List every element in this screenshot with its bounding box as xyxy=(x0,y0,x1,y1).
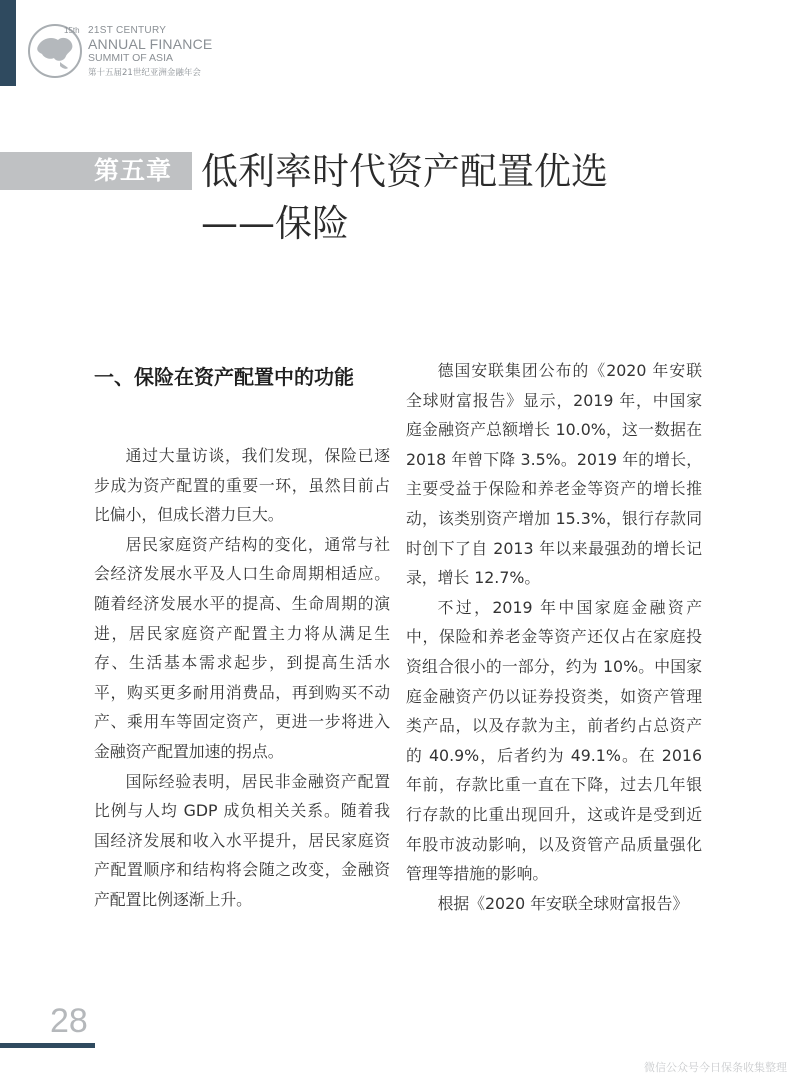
logo-line-chinese: 第十五届21世纪亚洲金融年会 xyxy=(88,68,201,78)
logo-line-summit: SUMMIT OF ASIA xyxy=(88,52,173,64)
section-heading: 一、保险在资产配置中的功能 xyxy=(94,365,354,389)
logo-edition: 15th xyxy=(64,26,80,35)
chapter-title-line-2: ——保险 xyxy=(201,202,349,245)
paragraph: 德国安联集团公布的《2020 年安联全球财富报告》显示，2019 年，中国家庭金融资产总额增长 10.0%，这一数据在 2018 年曾下降 3.5%。2019 年的增长，主要受益于保险和养老金等资产的增长推动，该类别资产增加 15.3%，银行存款同时创下了自 2013 年以来最强劲的增长记录，增长 12.7%。 xyxy=(406,361,702,588)
chapter-label: 第五章 xyxy=(94,156,173,185)
chapter-title xyxy=(201,146,761,250)
paragraph: 通过大量访谈，我们发现，保险已逐步成为资产配置的重要一环，虽然目前占比偏小，但成长潜力巨大。 xyxy=(94,446,390,525)
left-column xyxy=(94,362,390,915)
summit-logo xyxy=(26,20,216,82)
page-number-underline xyxy=(0,1043,95,1048)
page-number: 28 xyxy=(50,1002,88,1040)
paragraph: 居民家庭资产结构的变化，通常与社会经济发展水平及人口生命周期相适应。随着经济发展水平的提高、生命周期的演进，居民家庭资产配置主力将从满足生存、生活基本需求起步，到提高生活水平，购买更多耐用消费品，再到购买不动产、乘用车等固定资产，更进一步将进入金融资产配置加速的拐点。 xyxy=(94,534,390,761)
paragraph: 国际经验表明，居民非金融资产配置比例与人均 GDP 成负相关关系。随着我国经济发展和收入水平提升，居民家庭资产配置顺序和结构将会随之改变，金融资产配置比例逐渐上升。 xyxy=(94,771,390,909)
logo-line-annual-finance: ANNUAL FINANCE xyxy=(88,36,213,52)
right-column xyxy=(406,356,702,918)
logo-line-century: 21ST CENTURY xyxy=(88,25,167,36)
paragraph: 不过，2019 年中国家庭金融资产中，保险和养老金等资产还仅占在家庭投资组合很小的一部分，约为 10%。中国家庭金融资产仍以证券投资类，如资产管理类产品，以及存款为主，前者约占总资产的 40.9%，后者约为 49.1%。在 2016 年前，存款比重一直在下降，过去几年银行存款的比重出现回升，这或许是受到近年股市波动影响，以及资管产品质量强化管理等措施的影响。 xyxy=(406,597,702,884)
paragraph: 根据《2020 年安联全球财富报告》 xyxy=(437,893,689,913)
chapter-title-line-1: 低利率时代资产配置优选 xyxy=(201,150,608,193)
corner-accent-bar xyxy=(0,0,16,86)
footer-watermark: 微信公众号今日保条收集整理 xyxy=(644,1061,787,1074)
